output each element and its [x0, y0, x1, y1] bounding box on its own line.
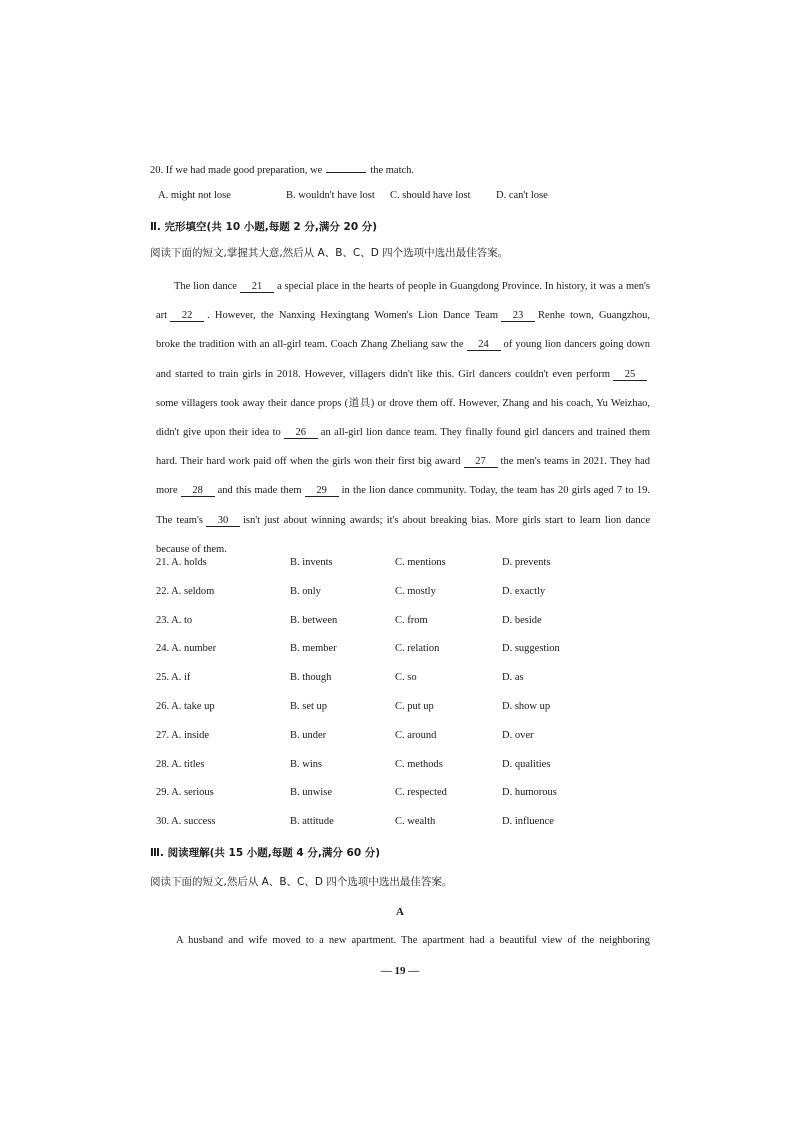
choice-c: C. mentions [395, 557, 446, 568]
passage-text: an all-girl lion dance team. They finally found girl dancers and trained them hard. Their hard work paid off when the girls won their first big award [156, 427, 650, 468]
choice-c: C. put up [395, 700, 434, 712]
option-b: B. wouldn't have lost [286, 190, 375, 201]
choice-a: 26. A. take up [156, 700, 215, 712]
choice-c: C. so [395, 672, 417, 684]
reading-a-text [156, 935, 650, 946]
gap-24: 24 [467, 339, 501, 351]
choice-a: 24. A. number [156, 643, 217, 655]
passage-text: . However, the Nanxing Hexingtang Women's Lion Dance Team [207, 310, 499, 322]
choice-row [156, 615, 656, 644]
choice-d: D. beside [502, 614, 542, 626]
cloze-choices [156, 557, 656, 845]
choice-row [156, 672, 656, 701]
choice-b: B. invents [290, 557, 333, 568]
choice-b: B. under [290, 729, 327, 741]
passage-text: Renhe town, Guangzhou, broke the tradition with an all-girl team. Coach Zhang Zheliang saw the [156, 310, 650, 351]
choice-a: 30. A. success [156, 816, 216, 828]
choice-row [156, 643, 656, 672]
choice-a: 28. A. titles [156, 758, 205, 770]
choice-c: C. from [395, 614, 428, 626]
gap-26: 26 [284, 427, 318, 439]
gap-29: 29 [305, 485, 339, 497]
reading-a-label: A [396, 906, 404, 918]
choice-c: C. mostly [395, 585, 436, 597]
choice-a: 29. A. serious [156, 787, 214, 799]
choice-d: D. as [502, 672, 524, 684]
section-2-heading: Ⅱ. 完形填空(共 10 小题,每题 2 分,满分 20 分) [150, 221, 378, 233]
cloze-passage [156, 272, 650, 564]
choice-d: D. qualities [502, 758, 551, 770]
question-20-stem-after: the match. [370, 165, 415, 176]
page-number: — 19 — [380, 965, 420, 977]
choice-d: D. show up [502, 700, 551, 712]
choice-a: 25. A. if [156, 672, 191, 684]
choice-a: 23. A. to [156, 614, 193, 626]
choice-c: C. respected [395, 787, 447, 799]
answer-blank [326, 163, 366, 173]
choice-b: B. member [290, 643, 337, 655]
choice-b: B. wins [290, 758, 323, 770]
passage-text: the men's teams in 2021. They had more [156, 456, 650, 497]
choice-a: 21. A. holds [156, 557, 207, 568]
choice-row [156, 730, 656, 759]
passage-text: The lion dance [174, 281, 237, 292]
passage-text: a special place in the hearts of people in Guangdong Province. In history, it was a men's art [156, 281, 651, 322]
question-20-stem-before: 20. If we had made good preparation, we [150, 165, 323, 176]
gap-25: 25 [613, 369, 647, 381]
choice-b: B. set up [290, 700, 328, 712]
passage-text: some villagers took away their dance props (道具) or drove them off. However, Zhang and his coach, Yu Weizhao, didn't give upon their idea to [156, 397, 650, 439]
choice-b: B. though [290, 672, 332, 684]
question-20-options [158, 190, 678, 206]
gap-22: 22 [170, 310, 204, 322]
choice-b: B. only [290, 585, 321, 597]
choice-row [156, 557, 656, 586]
choice-a: 27. A. inside [156, 729, 210, 741]
gap-23: 23 [501, 310, 535, 322]
choice-c: C. wealth [395, 816, 436, 828]
gap-27: 27 [464, 456, 498, 468]
choice-c: C. methods [395, 758, 443, 770]
choice-row [156, 816, 656, 845]
section-2-instruction: 阅读下面的短文,掌握其大意,然后从 A、B、C、D 四个选项中选出最佳答案。 [150, 247, 509, 259]
gap-30: 30 [206, 515, 240, 527]
choice-b: B. between [290, 614, 338, 626]
choice-d: D. exactly [502, 585, 546, 597]
section-3-heading: Ⅲ. 阅读理解(共 15 小题,每题 4 分,满分 60 分) [150, 847, 381, 859]
section-3-instruction: 阅读下面的短文,然后从 A、B、C、D 四个选项中选出最佳答案。 [150, 876, 453, 888]
choice-b: B. attitude [290, 816, 334, 828]
passage-text: isn't just about winning awards; it's about breaking bias. More girls start to learn lion dance because of them. [156, 514, 650, 555]
choice-row [156, 759, 656, 788]
choice-d: D. over [502, 729, 534, 741]
gap-21: 21 [240, 281, 274, 293]
choice-d: D. humorous [502, 787, 557, 799]
gap-28: 28 [181, 485, 215, 497]
choice-d: D. influence [502, 816, 554, 828]
option-d: D. can't lose [496, 190, 548, 201]
passage-text: of young lion dancers going down and started to train girls in 2018. However, villagers didn't like this. Girl dancers couldn't even perform [156, 339, 650, 380]
choice-a: 22. A. seldom [156, 585, 215, 597]
passage-text: and this made them [217, 485, 302, 497]
choice-row [156, 701, 656, 730]
question-20 [150, 163, 414, 176]
passage-text: in the lion dance community. Today, the team has 20 girls aged 7 to 19. The team's [156, 485, 650, 526]
reading-a-first-line: A husband and wife moved to a new apartment. The apartment had a beautiful view of the neighboring [176, 935, 650, 946]
choice-row [156, 787, 656, 816]
choice-b: B. unwise [290, 787, 332, 799]
choice-row [156, 586, 656, 615]
option-a: A. might not lose [158, 190, 231, 201]
choice-d: D. suggestion [502, 643, 560, 655]
choice-c: C. around [395, 729, 437, 741]
choice-d: D. prevents [502, 557, 551, 568]
option-c: C. should have lost [390, 190, 471, 201]
choice-c: C. relation [395, 643, 440, 655]
